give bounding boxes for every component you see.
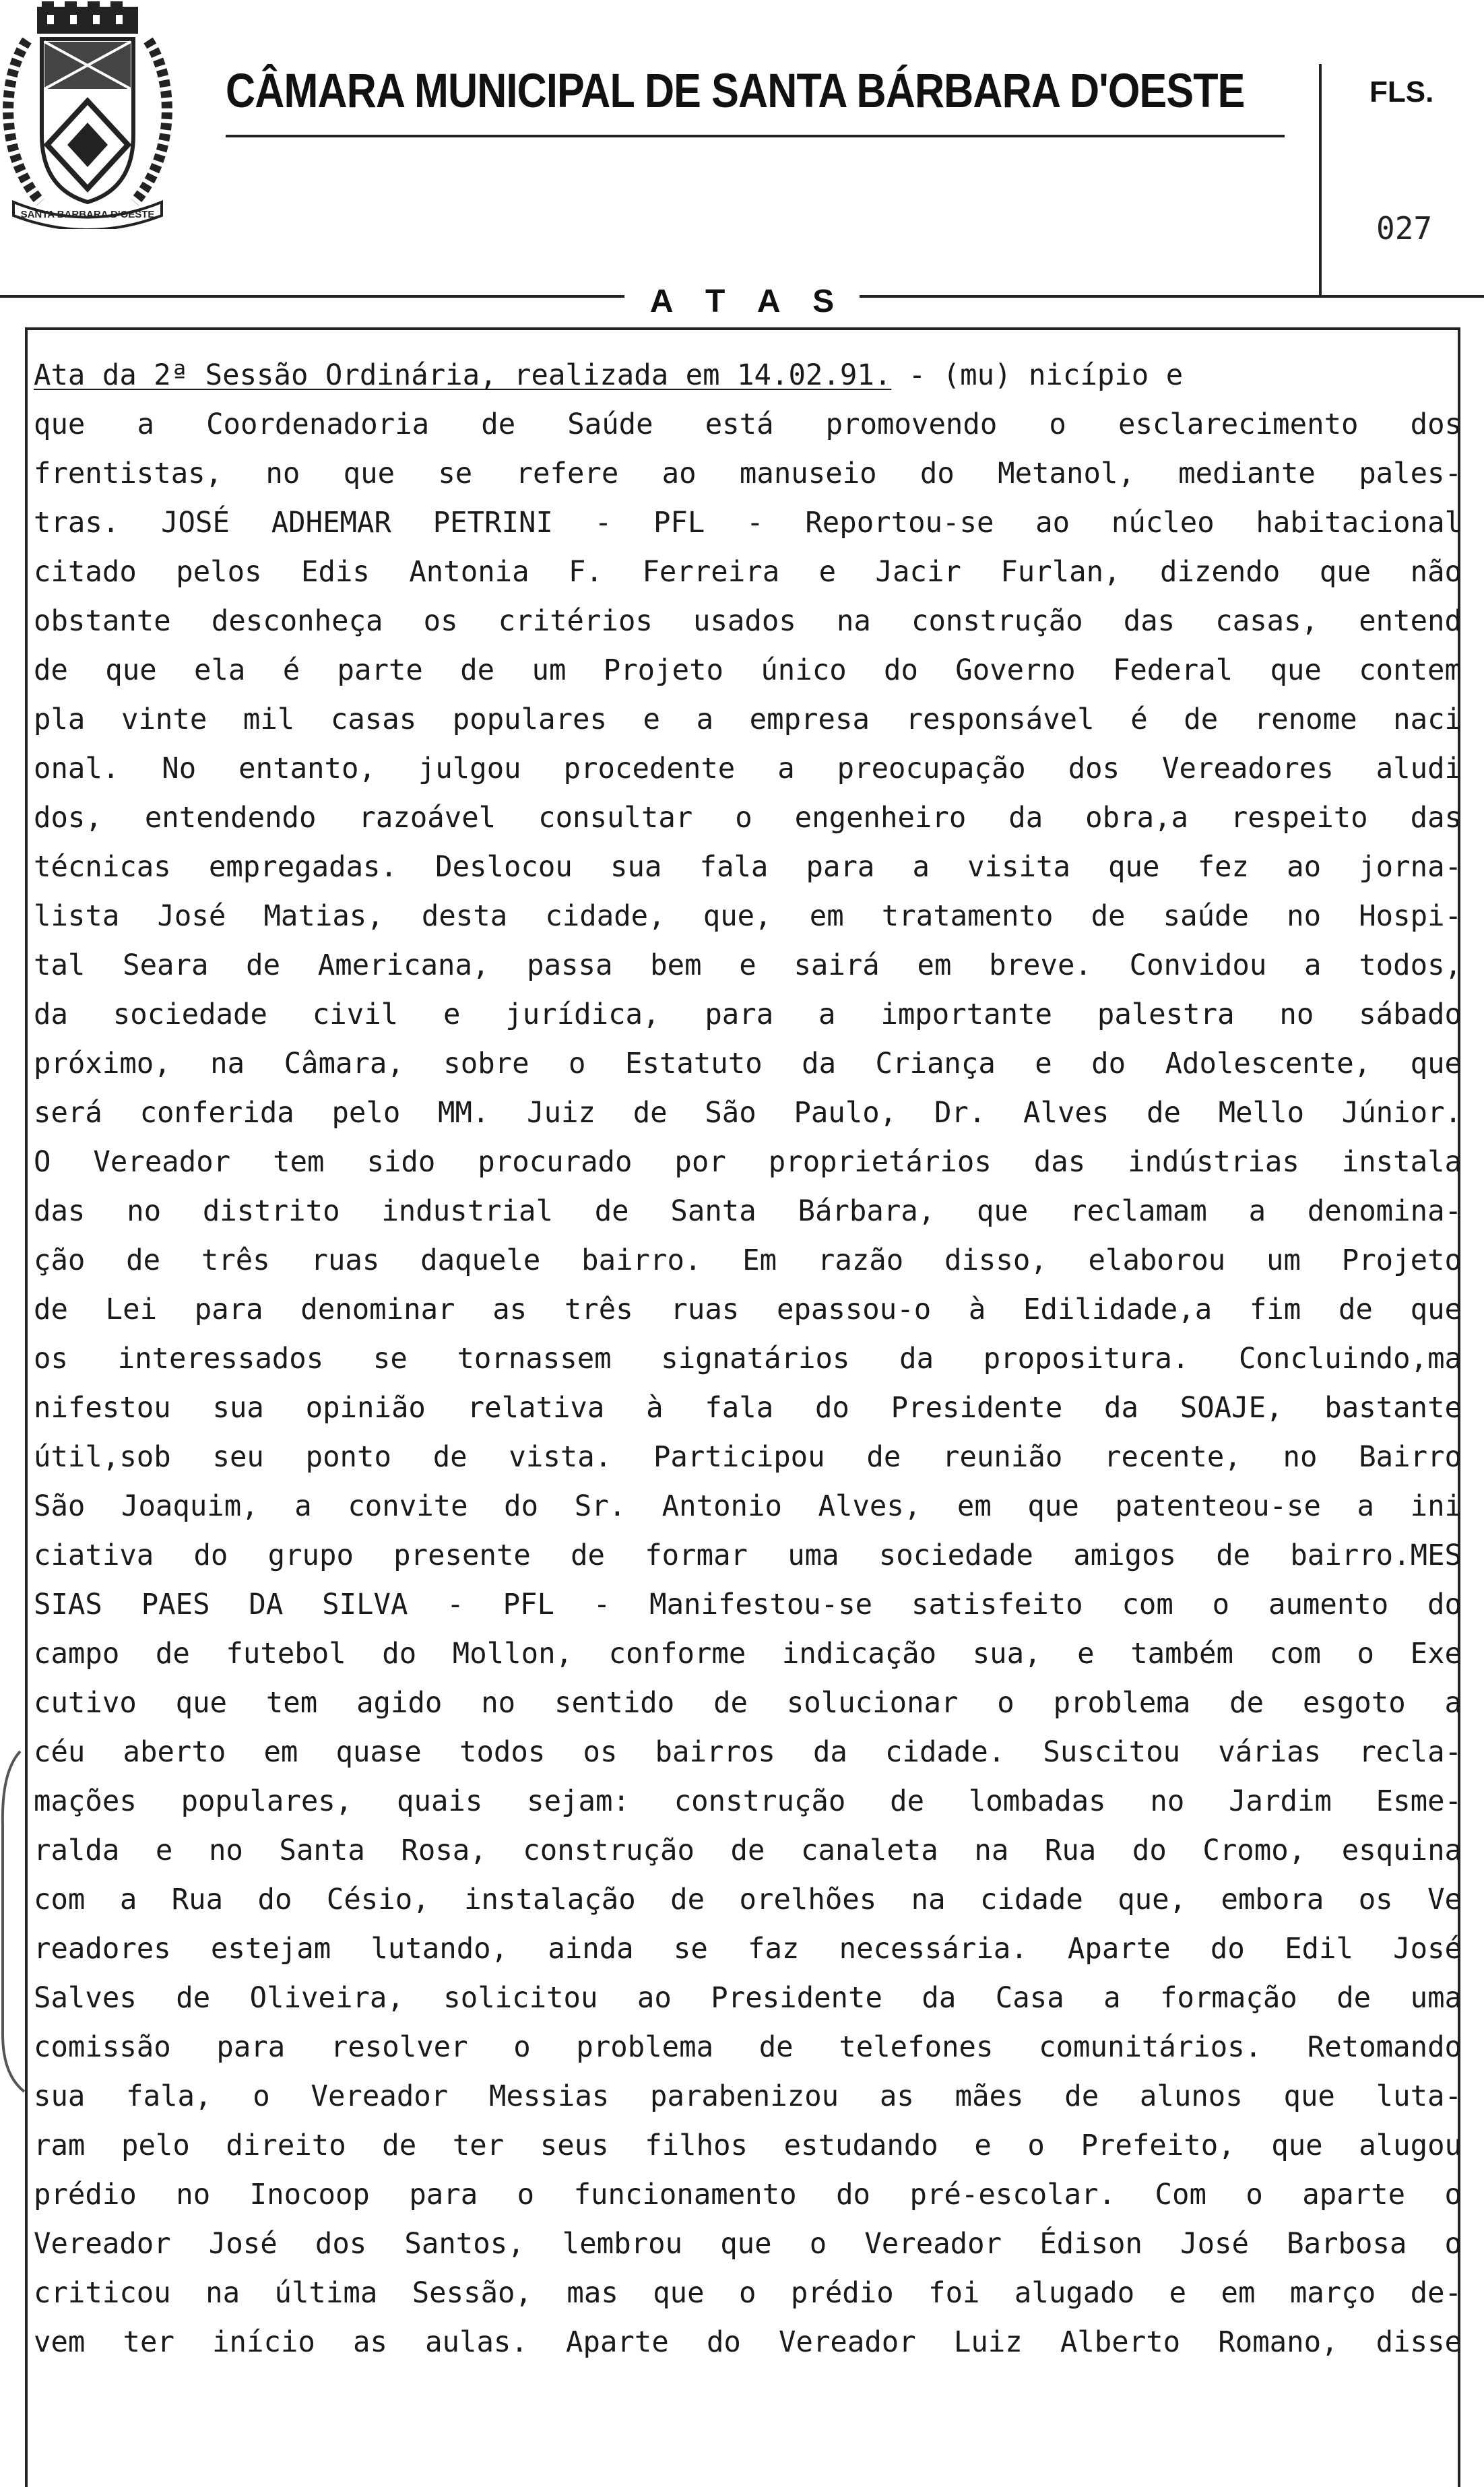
- minutes-line: das no distrito industrial de Santa Bárbara, que reclamam a denomina-: [34, 1194, 1462, 1227]
- minutes-line: ralda e no Santa Rosa, construção de canaleta na Rua do Cromo, esquina: [34, 1834, 1462, 1867]
- minutes-line: vem ter início as aulas. Aparte do Vereador Luiz Alberto Romano, disse: [34, 2325, 1462, 2358]
- minutes-line: Vereador José dos Santos, lembrou que o Vereador Édison José Barbosa o: [34, 2227, 1462, 2260]
- minutes-line: de que ela é parte de um Projeto único do Governo Federal que contem: [34, 653, 1462, 686]
- minutes-heading-rest: - (mu) nicípio e: [891, 358, 1184, 391]
- minutes-line: tras. JOSÉ ADHEMAR PETRINI - PFL - Reportou-se ao núcleo habitacional: [34, 506, 1462, 539]
- minutes-line: de Lei para denominar as três ruas epassou-o à Edilidade,a fim de que: [34, 1293, 1462, 1326]
- minutes-line: mações populares, quais sejam: construção de lombadas no Jardim Esme-: [34, 1784, 1462, 1817]
- minutes-line: será conferida pelo MM. Juiz de São Paulo, Dr. Alves de Mello Júnior.: [34, 1096, 1462, 1129]
- minutes-line: que a Coordenadoria de Saúde está promovendo o esclarecimento dos: [34, 408, 1462, 441]
- minutes-line: ção de três ruas daquele bairro. Em razão disso, elaborou um Projeto: [34, 1244, 1462, 1277]
- minutes-line: comissão para resolver o problema de telefones comunitários. Retomando: [34, 2030, 1462, 2063]
- vertical-divider: [1319, 64, 1322, 296]
- fls-label: FLS.: [1369, 75, 1434, 108]
- minutes-line: dos, entendendo razoável consultar o engenheiro da obra,a respeito das: [34, 801, 1462, 834]
- minutes-line: prédio no Inocoop para o funcionamento do pré-escolar. Com o aparte o: [34, 2178, 1462, 2211]
- minutes-line: SIAS PAES DA SILVA - PFL - Manifestou-se satisfeito com o aumento do: [34, 1588, 1462, 1621]
- minutes-line: readores estejam lutando, ainda se faz necessária. Aparte do Edil José: [34, 1932, 1462, 1965]
- minutes-line: nifestou sua opinião relativa à fala do Presidente da SOAJE, bastante: [34, 1391, 1462, 1424]
- title-rule: [226, 135, 1285, 137]
- minutes-line: sua fala, o Vereador Messias parabenizou as mães de alunos que luta-: [34, 2079, 1462, 2112]
- municipal-crest-icon: [0, 0, 175, 229]
- letterhead: [0, 0, 1484, 293]
- minutes-line: tal Seara de Americana, passa bem e sairá em breve. Convidou a todos,: [34, 948, 1462, 981]
- minutes-heading-line: [34, 350, 1462, 399]
- minutes-line: técnicas empregadas. Deslocou sua fala para a visita que fez ao jorna-: [34, 850, 1462, 883]
- minutes-line: céu aberto em quase todos os bairros da cidade. Suscitou várias recla-: [34, 1735, 1462, 1768]
- minutes-line: São Joaquim, a convite do Sr. Antonio Alves, em que patenteou-se a ini: [34, 1489, 1462, 1522]
- margin-bracket-mark: [0, 1745, 27, 2095]
- minutes-line: citado pelos Edis Antonia F. Ferreira e Jacir Furlan, dizendo que não: [34, 555, 1462, 588]
- svg-text:SANTA BARBARA D'OESTE: SANTA BARBARA D'OESTE: [20, 209, 155, 220]
- minutes-line: útil,sob seu ponto de vista. Participou de reunião recente, no Bairro: [34, 1440, 1462, 1473]
- minutes-line: frentistas, no que se refere ao manuseio do Metanol, mediante pales-: [34, 457, 1462, 490]
- minutes-line: ram pelo direito de ter seus filhos estudando e o Prefeito, que alugou: [34, 2129, 1462, 2162]
- minutes-line: próximo, na Câmara, sobre o Estatuto da Criança e do Adolescente, que: [34, 1047, 1462, 1080]
- section-title: [0, 283, 1484, 320]
- council-name: CÂMARA MUNICIPAL DE SANTA BÁRBARA D'OESTE: [226, 65, 1245, 118]
- minutes-line: criticou na última Sessão, mas que o prédio foi alugado e em março de-: [34, 2276, 1462, 2309]
- minutes-line: ciativa do grupo presente de formar uma sociedade amigos de bairro.MES: [34, 1539, 1462, 1572]
- minutes-line: obstante desconheça os critérios usados na construção das casas, entend: [34, 604, 1462, 637]
- minutes-line: onal. No entanto, julgou procedente a preocupação dos Vereadores aludi: [34, 752, 1462, 785]
- minutes-line: lista José Matias, desta cidade, que, em tratamento de saúde no Hospi-: [34, 899, 1462, 932]
- minutes-line: cutivo que tem agido no sentido de solucionar o problema de esgoto a: [34, 1686, 1462, 1719]
- minutes-line: O Vereador tem sido procurado por proprietários das indústrias instala: [34, 1145, 1462, 1178]
- minutes-line: os interessados se tornassem signatários da propositura. Concluindo,ma: [34, 1342, 1462, 1375]
- minutes-line: Salves de Oliveira, solicitou ao Presidente da Casa a formação de uma: [34, 1981, 1462, 2014]
- minutes-body: [34, 350, 1462, 2366]
- minutes-line: com a Rua do Césio, instalação de orelhões na cidade que, embora os Ve: [34, 1883, 1462, 1916]
- page-number: 027: [1376, 210, 1433, 247]
- minutes-line: campo de futebol do Mollon, conforme indicação sua, e também com o Exe: [34, 1637, 1462, 1670]
- minutes-heading: Ata da 2ª Sessão Ordinária, realizada em 14.02.91.: [34, 358, 892, 391]
- minutes-line: pla vinte mil casas populares e a empresa responsável é de renome naci: [34, 703, 1462, 736]
- minutes-line: da sociedade civil e jurídica, para a importante palestra no sábado: [34, 998, 1462, 1031]
- section-title-text: A T A S: [624, 284, 860, 319]
